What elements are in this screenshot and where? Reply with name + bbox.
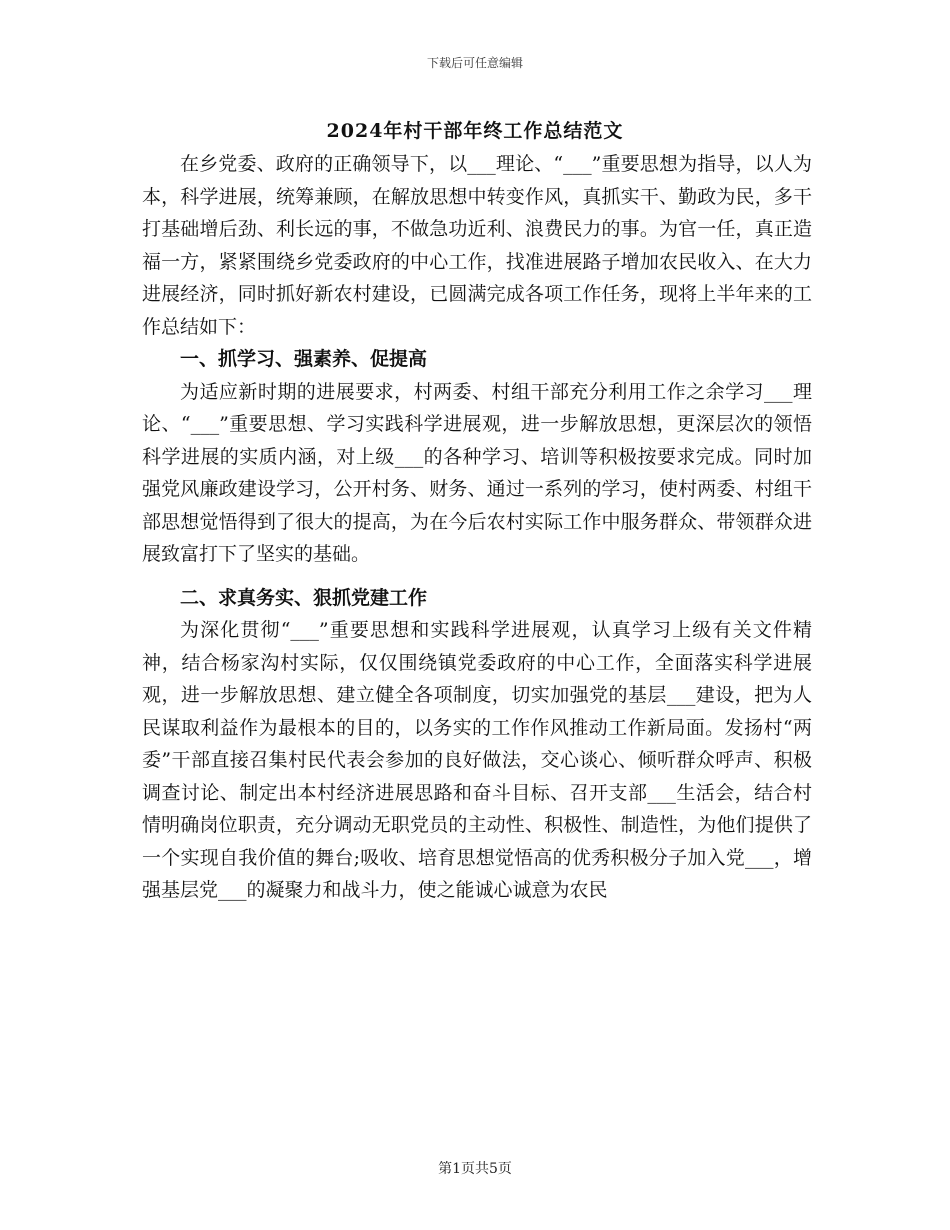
section-body-1: 为适应新时期的进展要求，村两委、村组干部充分利用工作之余学习___理论、“___”重要思想、学习实践科学进展观，进一步解放思想，更深层次的领悟科学进展的实质内涵，对上级___的各种学习、培训等积极按要求完成。同时加强党风廉政建设学习，公开村务、财务、通过一系列的学习，使村两委、村组干部思想觉悟得到了很大的提高，为在今后农村实际工作中服务群众、带领群众进展致富打下了坚实的基础。 (142, 380, 812, 565)
section-heading-2: 二、求真务实、狠抓党建工作 (180, 586, 428, 609)
document-title: 2024年村干部年终工作总结范文 (326, 120, 624, 142)
section-heading-1: 一、抓学习、强素养、促提高 (180, 348, 428, 370)
header-note: 下载后可任意编辑 (426, 56, 523, 70)
intro-paragraph: 在乡党委、政府的正确领导下，以___理论、“___”重要思想为指导，以人为本，科学进展，统筹兼顾，在解放思想中转变作风，真抓实干、勤政为民，多干打基础增后劲、利长远的事，不做急功近利、浪费民力的事。为官一任，真正造福一方，紧紧围绕乡党委政府的中心工作，找准进展路子增加农民收入、在大力进展经济，同时抓好新农村建设，已圆满完成各项工作任务，现将上半年来的工作总结如下： (142, 153, 812, 338)
section-body-2: 为深化贯彻“___”重要思想和实践科学进展观，认真学习上级有关文件精神，结合杨家沟村实际，仅仅围绕镇党委政府的中心工作，全面落实科学进展观，进一步解放思想、建立健全各项制度，切实加强党的基层___建设，把为人民谋取利益作为最根本的目的，以务实的工作作风推动工作新局面。发扬村“两委”干部直接召集村民代表会参加的良好做法，交心谈心、倾听群众呼声、积极调查讨论、制定出本村经济进展思路和奋斗目标、召开支部___生活会，结合村情明确岗位职责，充分调动无职党员的主动性、积极性、制造性，为他们提供了一个实现自我价值的舞台;吸收、培育思想觉悟高的优秀积极分子加入党___，增强基层党___的凝聚力和战斗力，使之能诚心诚意为农民 (142, 619, 812, 901)
document-body (142, 148, 812, 907)
page-footer: 第1页共5页 (438, 1161, 512, 1177)
